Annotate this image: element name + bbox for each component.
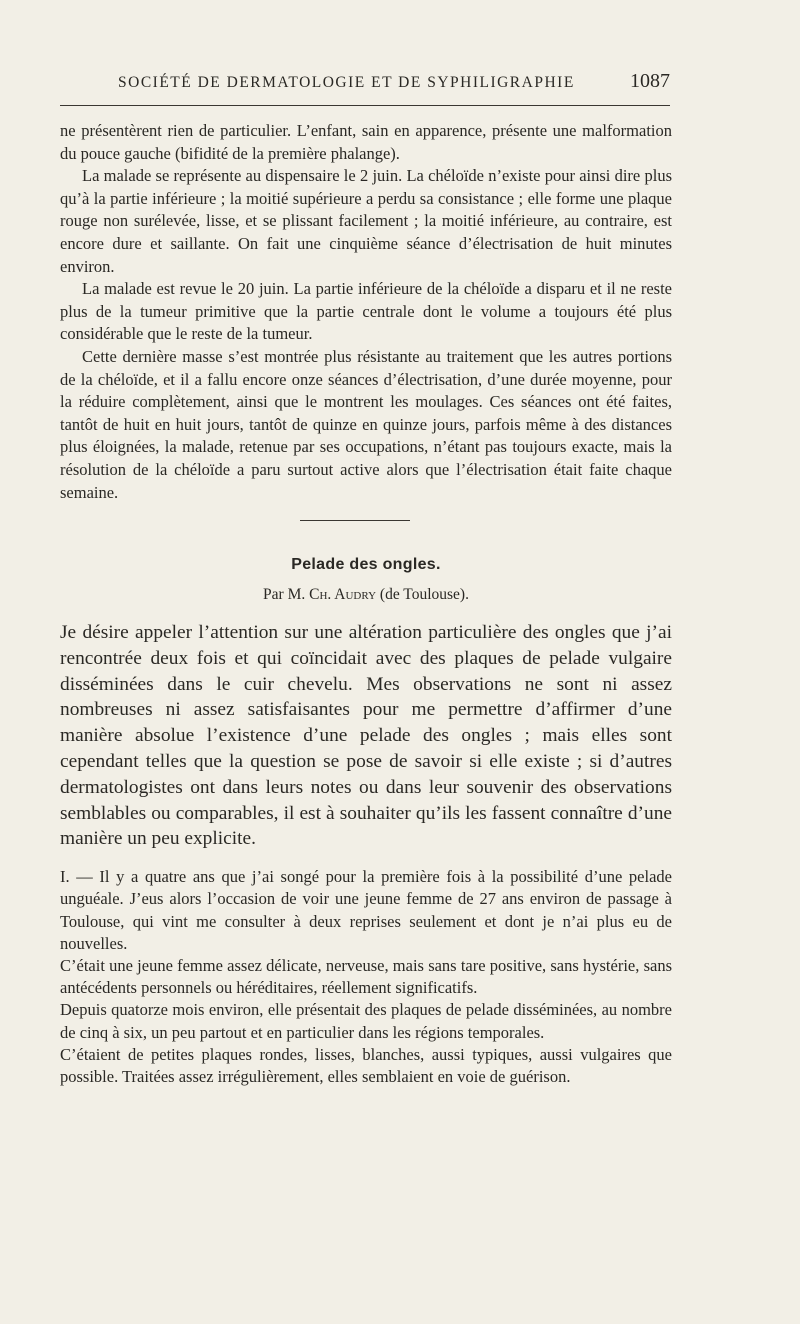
running-title: SOCIÉTÉ DE DERMATOLOGIE ET DE SYPHILIGRAPHIE bbox=[118, 74, 575, 91]
author-name: Ch. Audry bbox=[309, 586, 377, 604]
paragraph: ne présentèrent rien de particulier. L’enfant, sain en apparence, présente une malformation du pouce gauche (bifidité de la première phalange). bbox=[60, 121, 672, 163]
paragraph: I. — Il y a quatre ans que j’ai songé pour la première fois à la possibilité d’une pelade unguéale. J’eus alors l’occasion de voir une jeune femme de 27 ans environ de passage à Toulouse, qui vint me consulter à deux reprises seulement et dont je n’ai plus eu de nouvelles. bbox=[60, 867, 672, 953]
running-head bbox=[60, 70, 670, 100]
paragraph: La malade se représente au dispensaire le 2 juin. La chéloïde n’existe pour ainsi dire plus qu’à la partie inférieure ; la moitié supérieure a perdu sa consistance ; elle forme une plaque rouge non surélevée, lisse, et se plissant facilement ; la moitié inférieure, au contraire, est encore dure et saillante. On fait une cinquième séance d’électrisation de huit minutes environ. bbox=[60, 166, 672, 276]
case-section bbox=[60, 866, 672, 1088]
header-rule bbox=[60, 105, 670, 106]
paragraph: Cette dernière masse s’est montrée plus résistante au traitement que les autres portions de la chéloïde, et il a fallu encore onze séances d’électrisation, d’une durée moyenne, pour la réduire complètement, ainsi que le montrent les moulages. Ces séances ont été faites, tantôt de huit en huit jours, tantôt de quinze en quinze jours, parfois même à des distances plus éloignées, la malade, retenue par ses occupations, n’étant pas toujours exacte, mais la résolution de la chéloïde a paru surtout active alors que l’électrisation était faite chaque semaine. bbox=[60, 346, 672, 502]
paragraph: La malade est revue le 20 juin. La partie inférieure de la chéloïde a disparu et il ne reste plus de la tumeur primitive que la partie centrale dont le volume a toujours été plus considérable que le reste de la tumeur. bbox=[60, 279, 672, 344]
byline bbox=[60, 586, 672, 604]
section-divider bbox=[300, 520, 410, 521]
prior-section bbox=[60, 120, 672, 504]
byline-prefix: Par M. bbox=[263, 586, 306, 604]
article-intro bbox=[60, 620, 672, 852]
paragraph: Depuis quatorze mois environ, elle présentait des plaques de pelade disséminées, au nombre de cinq à six, un peu partout et en particulier dans les régions temporales. bbox=[60, 1000, 672, 1042]
paragraph: C’étaient de petites plaques rondes, lisses, blanches, aussi typiques, aussi vulgaires que possible. Traitées assez irrégulièrement, elles semblaient en voie de guérison. bbox=[60, 1044, 672, 1087]
page-number: 1087 bbox=[630, 70, 670, 92]
page-body bbox=[60, 120, 672, 1088]
byline-suffix: (de Toulouse). bbox=[379, 586, 469, 604]
paragraph: C’était une jeune femme assez délicate, nerveuse, mais sans tare positive, sans hystérie, sans antécédents personnels ou héréditaires, réellement significatifs. bbox=[60, 956, 672, 998]
article-title: Pelade des ongles. bbox=[291, 556, 441, 574]
intro-paragraph: Je désire appeler l’attention sur une altération particulière des ongles que j’ai rencontrée deux fois et qui coïncidait avec des plaques de pelade vulgaire disséminées dans le cuir chevelu. Mes observations ne sont ni assez nombreuses ni assez satisfaisantes pour me permettre d’affirmer d’une manière absolue l’existence d’une pelade des ongles ; mais elles sont cependant telles que la question se pose de savoir si elle existe ; si d’autres dermatologistes ont dans leurs notes ou dans leur souvenir des observations semblables ou comparables, il est à souhaiter qu’ils les fassent connaître d’une manière un peu explicite. bbox=[60, 622, 672, 850]
